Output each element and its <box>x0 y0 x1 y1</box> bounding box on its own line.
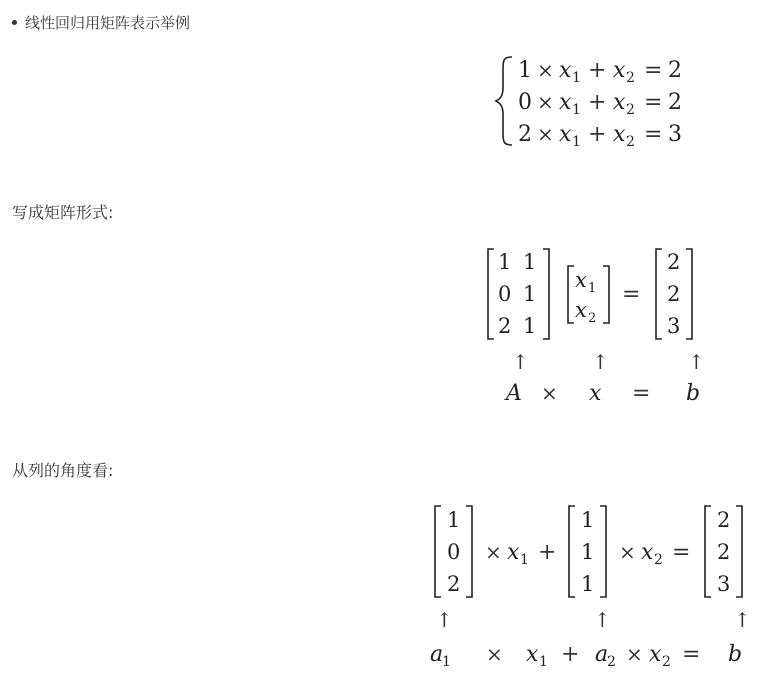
matrix-a-r3c1: 2 <box>498 314 512 338</box>
vector-b-left-bracket <box>656 249 662 339</box>
arrow-up-icon: ↑ <box>436 608 453 632</box>
col-plus: + <box>538 540 557 565</box>
colb-left-bracket <box>705 506 711 597</box>
eq2-x1-sub: 1 <box>572 102 581 118</box>
col-x2: x <box>641 540 654 565</box>
vector-b-right-bracket <box>686 249 692 339</box>
matrix-a-left-bracket <box>488 249 494 339</box>
label-col-plus: + <box>561 642 580 667</box>
eq3-plus: + <box>588 122 607 147</box>
eq1-equals: = <box>644 58 663 83</box>
eq2-x1: x <box>559 90 572 115</box>
matrix-form-heading: 写成矩阵形式: <box>12 203 114 222</box>
eq1-coef: 1 <box>518 58 532 83</box>
label-b: b <box>686 381 701 406</box>
eq2-x2-sub: 2 <box>626 102 635 118</box>
eq1-x2-sub: 2 <box>626 70 635 86</box>
eq3-equals: = <box>644 122 663 147</box>
col1-entry2: 0 <box>447 540 461 564</box>
label-col-x1: x <box>526 642 539 667</box>
label-col-equals: = <box>682 642 701 667</box>
eq2-equals: = <box>644 90 663 115</box>
eq1-x1: x <box>559 58 572 83</box>
arrow-up-icon: ↑ <box>592 350 609 374</box>
label-col-b: b <box>728 642 743 667</box>
column-view-heading: 从列的角度看: <box>12 461 114 480</box>
column-equation <box>430 506 751 670</box>
label-col-x2: x <box>649 642 662 667</box>
matrix-a-r1c1: 1 <box>498 250 512 274</box>
eq3-times: × <box>537 122 554 146</box>
col-times-2: × <box>619 540 636 564</box>
label-a1: a <box>430 642 444 667</box>
label-a1-sub: 1 <box>442 654 451 670</box>
vector-x-entry1: x <box>575 268 587 292</box>
label-equals: = <box>632 381 651 406</box>
col2-entry3: 1 <box>581 572 595 596</box>
matrix-equals: = <box>622 282 641 307</box>
eq2-x2: x <box>613 90 626 115</box>
eq1-x1-sub: 1 <box>572 70 581 86</box>
col2-entry2: 1 <box>581 540 595 564</box>
eq2-times: × <box>537 90 554 114</box>
col-times-1: × <box>485 540 502 564</box>
label-col-x1-sub: 1 <box>539 654 548 670</box>
col1-entry3: 2 <box>447 572 461 596</box>
col-x1-sub: 1 <box>520 552 529 568</box>
eq2-plus: + <box>588 90 607 115</box>
eq3-x1-sub: 1 <box>572 134 581 150</box>
vector-b-entry1: 2 <box>667 250 681 274</box>
matrix-a-r2c1: 0 <box>498 282 512 306</box>
eq1-plus: + <box>588 58 607 83</box>
matrix-equation <box>488 249 705 406</box>
col2-left-bracket <box>569 506 575 597</box>
col1-right-bracket <box>466 506 472 597</box>
equation-system <box>496 57 682 150</box>
col2-entry1: 1 <box>581 508 595 532</box>
col-x2-sub: 2 <box>654 552 663 568</box>
vector-x-entry1-sub: 1 <box>588 281 597 296</box>
label-a2-sub: 2 <box>607 654 616 670</box>
vector-x-left-bracket <box>568 266 574 323</box>
label-times: × <box>541 381 558 405</box>
matrix-a-right-bracket <box>543 249 549 339</box>
col1-entry1: 1 <box>447 508 461 532</box>
eq3-x2: x <box>613 122 626 147</box>
vector-b-entry3: 3 <box>667 314 681 338</box>
vector-b-entry2: 2 <box>667 282 681 306</box>
label-col-times-2: × <box>626 642 643 666</box>
matrix-a-r1c2: 1 <box>523 250 537 274</box>
matrix-a-r3c2: 1 <box>523 314 537 338</box>
col-x1: x <box>507 540 520 565</box>
arrow-up-icon: ↑ <box>688 350 705 374</box>
label-x: x <box>589 381 602 406</box>
bullet-text: 线性回归用矩阵表示举例 <box>25 14 191 32</box>
vector-x-right-bracket <box>603 266 609 323</box>
eq1-times: × <box>537 58 554 82</box>
arrow-up-icon: ↑ <box>734 608 751 632</box>
colb-right-bracket <box>736 506 742 597</box>
colb-entry1: 2 <box>717 508 731 532</box>
eq3-x1: x <box>559 122 572 147</box>
arrow-up-icon: ↑ <box>594 608 611 632</box>
eq3-coef: 2 <box>518 122 532 147</box>
vector-x-entry2: x <box>575 298 587 322</box>
col-equals: = <box>672 540 691 565</box>
arrow-up-icon: ↑ <box>512 350 529 374</box>
eq2-coef: 0 <box>518 90 532 115</box>
eq3-rhs: 3 <box>668 122 682 147</box>
eq3-x2-sub: 2 <box>626 134 635 150</box>
label-a: A <box>506 381 522 406</box>
colb-entry3: 3 <box>717 572 731 596</box>
label-a2: a <box>595 642 609 667</box>
colb-entry2: 2 <box>717 540 731 564</box>
label-col-times-1: × <box>486 642 503 666</box>
vector-x-entry2-sub: 2 <box>588 311 597 326</box>
col1-left-bracket <box>435 506 441 597</box>
eq1-x2: x <box>613 58 626 83</box>
eq1-rhs: 2 <box>668 58 682 83</box>
left-brace <box>496 57 512 145</box>
label-col-x2-sub: 2 <box>662 654 671 670</box>
matrix-a-r2c2: 1 <box>523 282 537 306</box>
eq2-rhs: 2 <box>668 90 682 115</box>
col2-right-bracket <box>600 506 606 597</box>
